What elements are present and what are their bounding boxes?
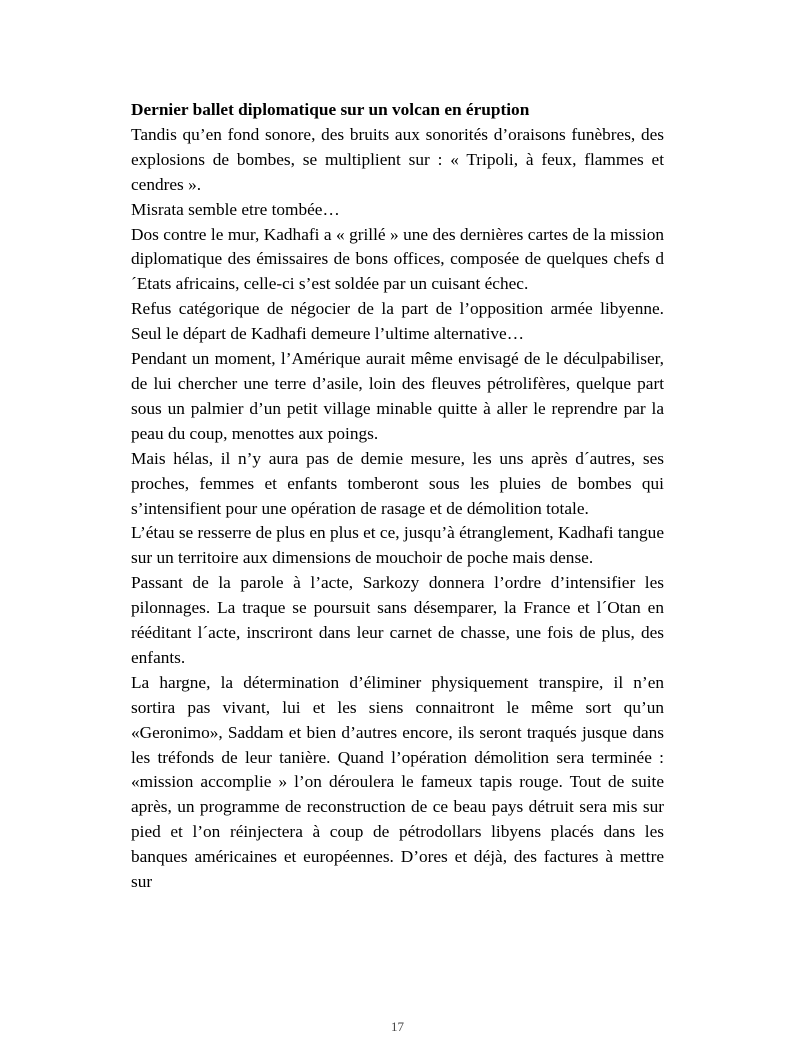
- page-number: 17: [391, 1019, 404, 1034]
- paragraph-8: Passant de la parole à l’acte, Sarkozy donnera l’ordre d’intensifier les pilonnages. La traque se poursuit sans désemparer, la France et l´Otan en rééditant l´acte, inscriront dans leur carnet de chasse, une fois de plus, des enfants.: [131, 573, 664, 667]
- paragraph-5: Pendant un moment, l’Amérique aurait même envisagé de le déculpabiliser, de lui chercher une terre d’asile, loin des fleuves pétrolifères, quelque part sous un palmier d’un petit village minable quitte à aller le reprendre par la peau du coup, menottes aux poings.: [131, 349, 664, 443]
- paragraph-6: Mais hélas, il n’y aura pas de demie mesure, les uns après d´autres, ses proches, femmes et enfants tomberont sous les pluies de bombes qui s’intensifient pour une opération de rasage et de démolition totale.: [131, 448, 664, 518]
- paragraph-3: Dos contre le mur, Kadhafi a « grillé » une des dernières cartes de la mission diplomatique des émissaires de bons offices, composée de quelques chefs d´Etats africains, celle-ci s’est soldée par un cuisant échec.: [131, 224, 664, 294]
- paragraph-9: La hargne, la détermination d’éliminer physiquement transpire, il n’en sortira pas vivant, lui et les siens connaitront le même sort qu’un «Geronimo», Saddam et bien d’autres encore, ils seront traqués jusque dans les tréfonds de leur tanière. Quand l’opération démolition sera terminée : «mission accomplie » l’on déroulera le fameux tapis rouge. Tout de suite après, un programme de reconstruction de ce beau pays détruit sera mis sur pied et l’on réinjectera à coup de pétrodollars libyens placés dans les banques américaines et européennes. D’ores et déjà, des factures à mettre sur: [131, 672, 664, 892]
- paragraph-7: L’étau se resserre de plus en plus et ce, jusqu’à étranglement, Kadhafi tangue sur un territoire aux dimensions de mouchoir de poche mais dense.: [131, 523, 664, 568]
- paragraph-2: Misrata semble etre tombée…: [131, 199, 340, 219]
- paragraph-4: Refus catégorique de négocier de la part de l’opposition armée libyenne. Seul le départ de Kadhafi demeure l’ultime alternative…: [131, 299, 664, 344]
- document-page: [131, 98, 664, 895]
- paragraph-1: Tandis qu’en fond sonore, des bruits aux sonorités d’oraisons funèbres, des explosions de bombes, se multiplient sur : « Tripoli, à feux, flammes et cendres ».: [131, 124, 664, 194]
- section-title: Dernier ballet diplomatique sur un volcan en éruption: [131, 100, 530, 119]
